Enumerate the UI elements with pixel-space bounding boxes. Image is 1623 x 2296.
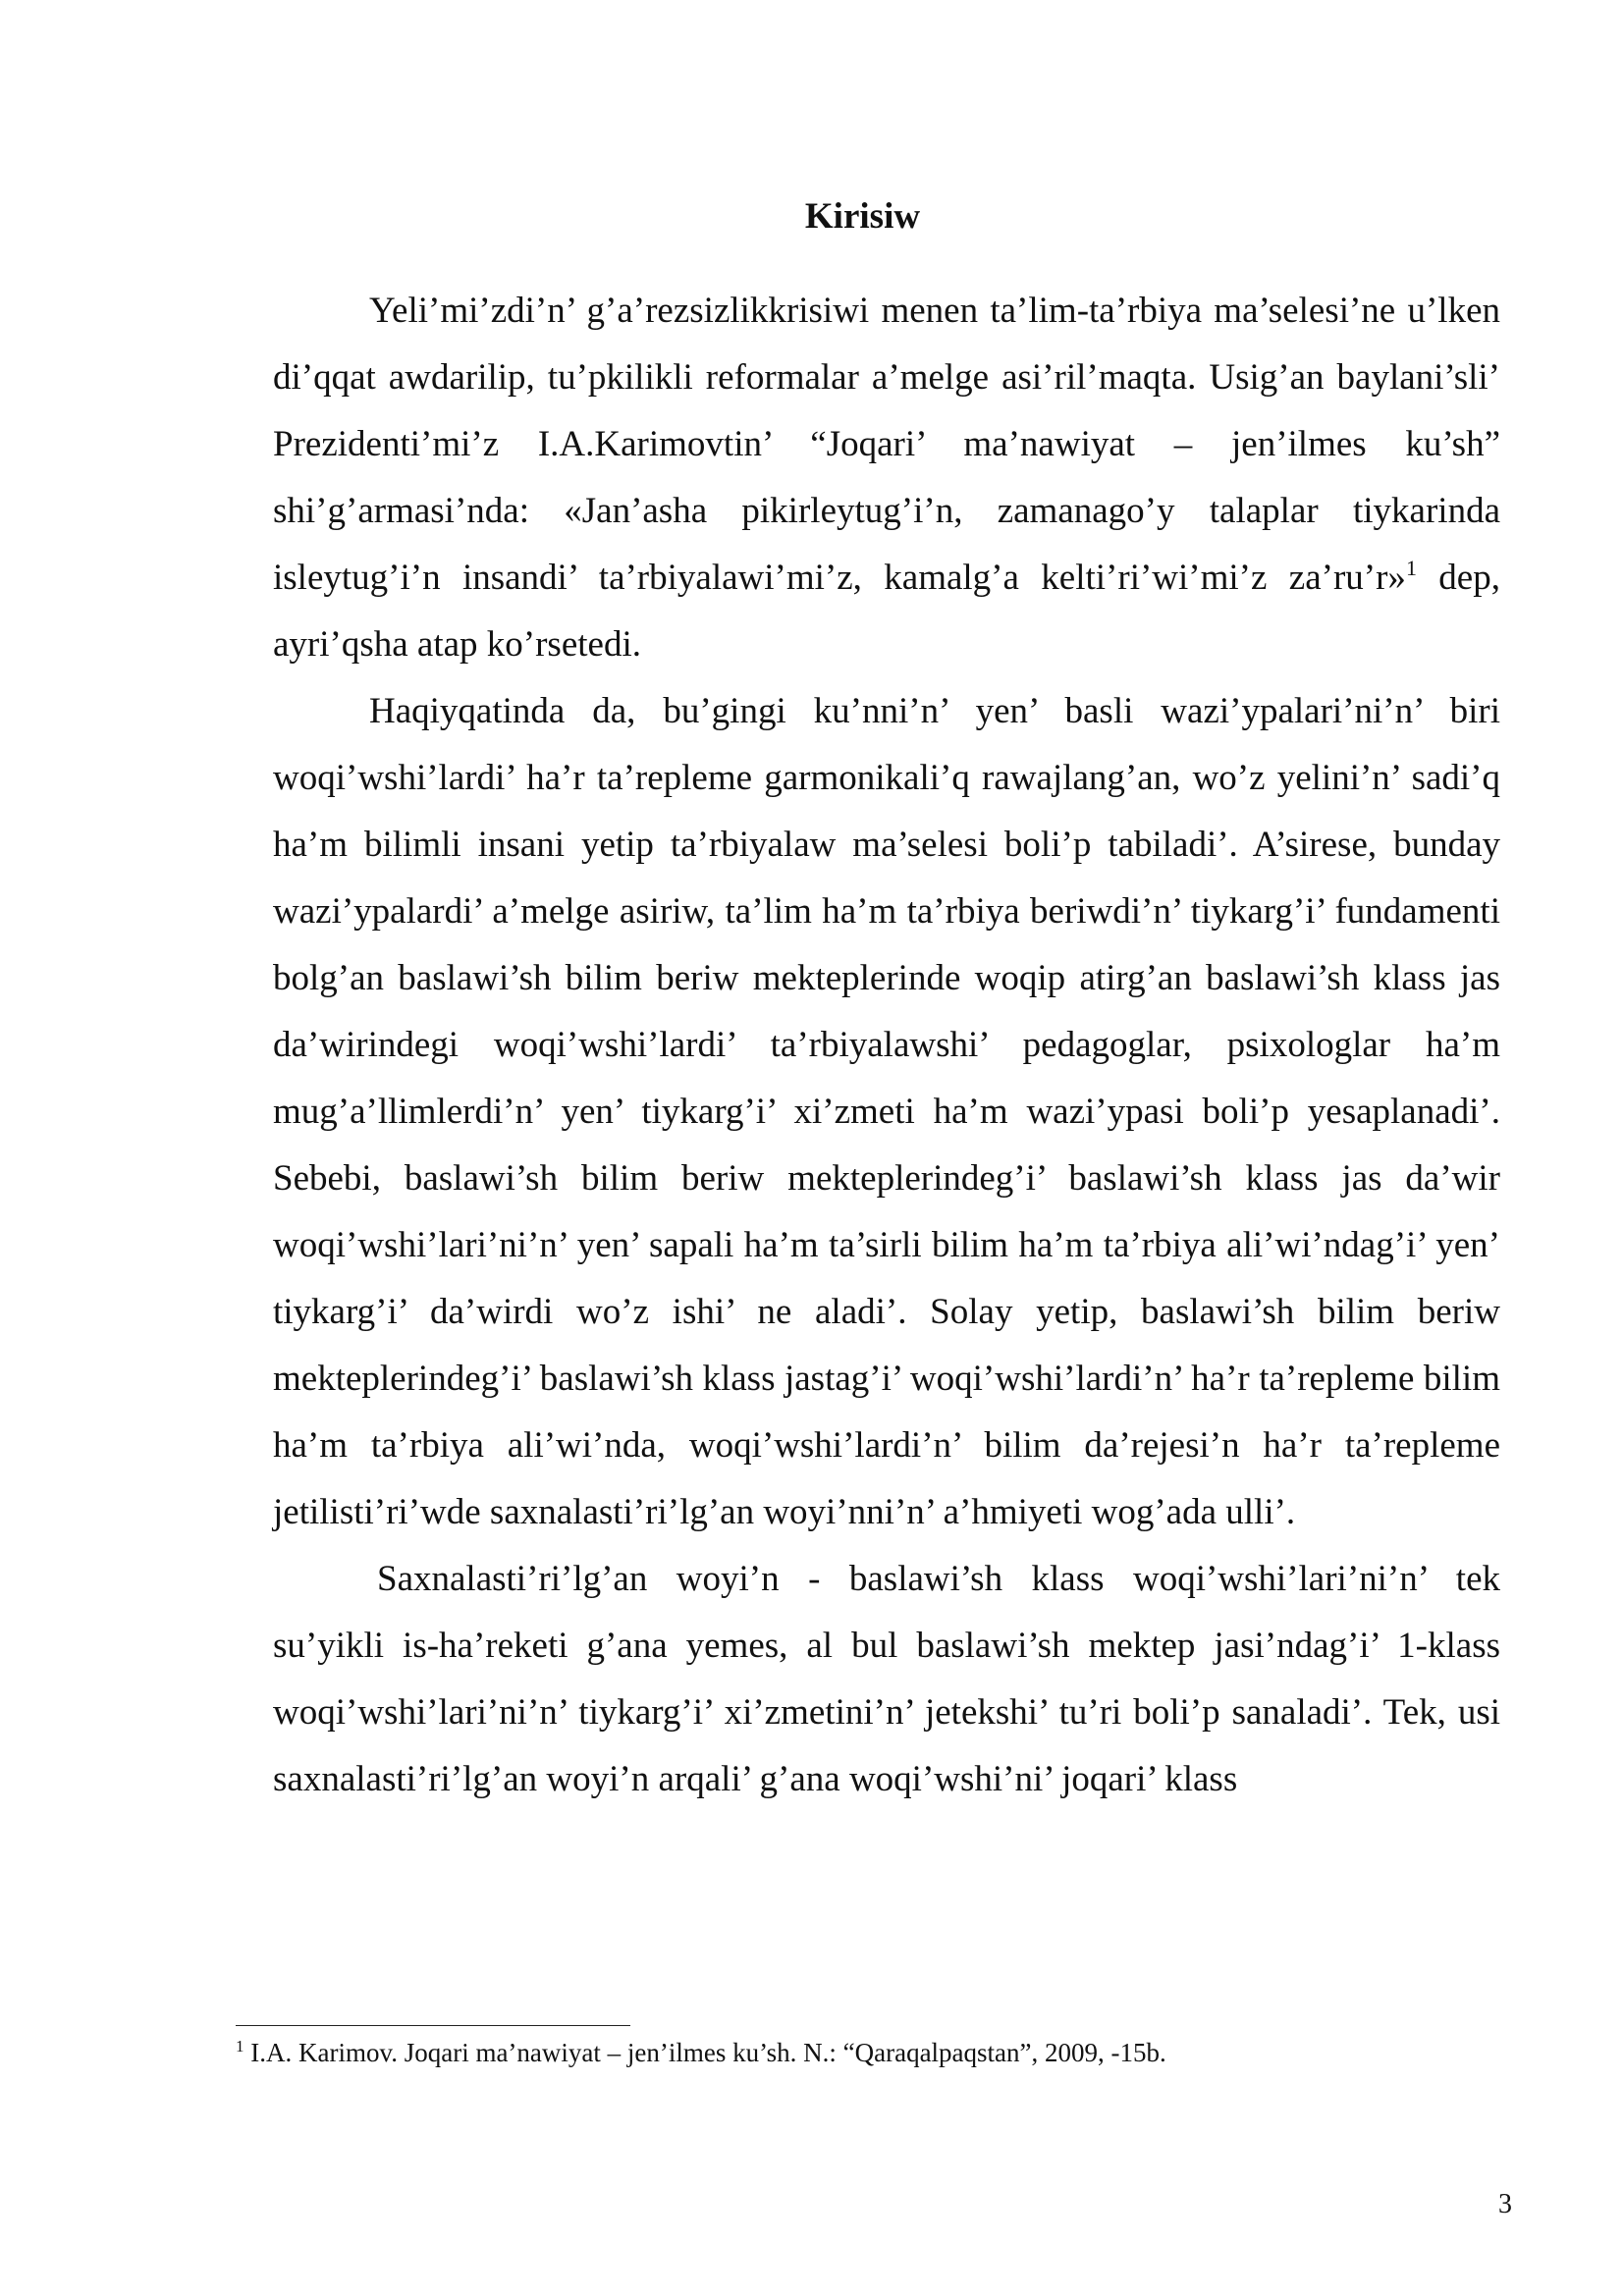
paragraph-text: dep, ayri’qsha atap ko’rsetedi.: [273, 558, 1500, 665]
paragraph-introduction: [273, 278, 1500, 678]
footnote-reference[interactable]: 1: [1405, 556, 1417, 580]
footnote-separator: [236, 2025, 630, 2026]
body-text: [273, 278, 1500, 1813]
paragraph-text: Yeli’mi’zdi’n’ g’a’rezsizlikkrisiwi menen ta’lim-ta’rbiya ma’selesi’ne u’lken di’qqat awdarilip, tu’pkilikli reformalar a’melge asi’ril’maqta. Usig’an baylani’sli’ Prezidenti’mi’z I.A.Karimovtin’ “Joqari’ ma’nawiyat – jen’ilmes ku’sh” shi’g’armasi’nda: «Jan’asha pikirleytug’i’n, zamanago’y talaplar tiykarinda isleytug’i’n insandi’ ta’rbiyalawi’mi’z, kamalg’a kelti’ri’wi’mi’z za’ru’r»: [273, 291, 1500, 598]
footnote-mark: 1: [236, 2037, 244, 2056]
page-number: 3: [1498, 2189, 1512, 2219]
paragraph-saxnalastirilgan: Saxnalasti’ri’lg’an woyi’n - baslawi’sh klass woqi’wshi’lari’ni’n’ tek su’yikli is-ha’reketi g’ana yemes, al bul baslawi’sh mektep jasi’ndag’i’ 1-klass woqi’wshi’lari’ni’n’ tiykarg’i’ xi’zmetini’n’ jetekshi’ tu’ri boli’p sanaladi’. Tek, usi saxnalasti’ri’lg’an woyi’n arqali’ g’ana woqi’wshi’ni’ joqari’ klass: [273, 1559, 1500, 1799]
paragraph-haqiyqatinda: Haqiyqatinda da, bu’gingi ku’nni’n’ yen’ basli wazi’ypalari’ni’n’ biri woqi’wshi’lardi’ ha’r ta’repleme garmonikali’q rawajlang’an, wo’z yelini’n’ sadi’q ha’m bilimli insani yetip ta’rbiyalaw ma’selesi boli’p tabiladi’. A’sirese, bunday wazi’ypalardi’ a’melge asiriw, ta’lim ha’m ta’rbiya beriwdi’n’ tiykarg’i’ fundamenti bolg’an baslawi’sh bilim beriw mekteplerinde woqip atirg’an baslawi’sh klass jas da’wirindegi woqi’wshi’lardi’ ta’rbiyalawshi’ pedagoglar, psixologlar ha’m mug’a’llimlerdi’n’ yen’ tiykarg’i’ xi’zmeti ha’m wazi’ypasi boli’p yesaplanadi’. Sebebi, baslawi’sh bilim beriw mekteplerindeg’i’ baslawi’sh klass jas da’wir woqi’wshi’lari’ni’n’ yen’ sapali ha’m ta’sirli bilim ha’m ta’rbiya ali’wi’ndag’i’ yen’ tiykarg’i’ da’wirdi wo’z ishi’ ne aladi’. Solay yetip, baslawi’sh bilim beriw mekteplerindeg’i’ baslawi’sh klass jastag’i’ woqi’wshi’lardi’n’ ha’r ta’repleme bilim ha’m ta’rbiya ali’wi’nda, woqi’wshi’lardi’n’ bilim da’rejesi’n ha’r ta’repleme jetilisti’ri’wde saxnalasti’ri’lg’an woyi’nni’n’ a’hmiyeti wog’ada ulli’.: [273, 691, 1500, 1532]
section-heading: Kirisiw: [804, 196, 921, 237]
footnote: [236, 2035, 1502, 2070]
footnote-text: I.A. Karimov. Joqari ma’nawiyat – jen’ilmes ku’sh. N.: “Qaraqalpaqstan”, 2009, -15b.: [243, 2038, 1166, 2067]
